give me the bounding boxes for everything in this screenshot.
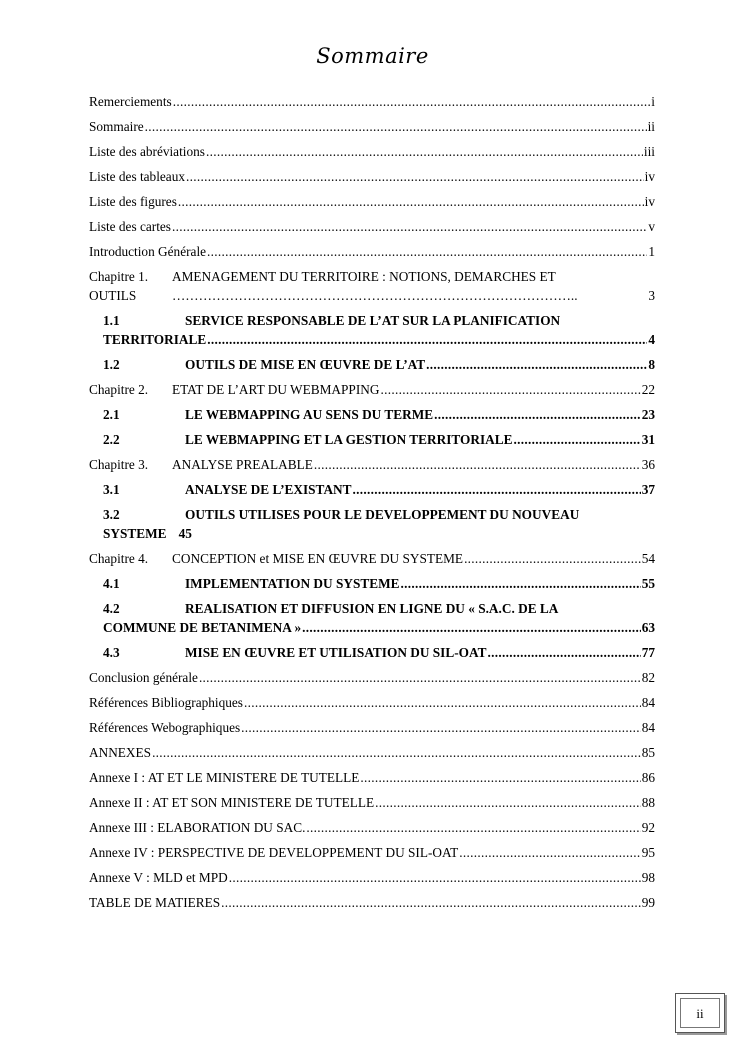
toc-entry-page: 45 xyxy=(178,526,192,541)
toc-entry-page: 36 xyxy=(641,457,655,472)
toc-entry-page: i xyxy=(651,94,655,109)
chapter-title: ANALYSE PREALABLE xyxy=(172,457,313,472)
chapter-title: AMENAGEMENT DU TERRITOIRE : NOTIONS, DEMARCHES ET xyxy=(172,269,556,284)
dot-leader xyxy=(513,430,640,449)
section-number: 2.2 xyxy=(103,432,120,447)
dot-leader xyxy=(221,893,641,912)
section-number: 4.3 xyxy=(103,645,120,660)
toc-entry-page: iii xyxy=(643,144,655,159)
toc-entry-page: 92 xyxy=(641,820,655,835)
toc-entry[interactable] xyxy=(89,818,655,837)
toc-chapter[interactable] xyxy=(89,549,655,568)
chapter-number: Chapitre 3. xyxy=(89,457,149,472)
toc-entry-label: Annexe II : AT ET SON MINISTERE DE TUTELLE xyxy=(89,795,375,810)
toc-section[interactable] xyxy=(103,480,655,499)
dot-leader xyxy=(360,768,640,787)
toc-entry-page: 37 xyxy=(641,482,655,497)
toc-chapter[interactable] xyxy=(89,455,655,474)
toc-entry-page: 23 xyxy=(641,407,655,422)
section-number: 1.1 xyxy=(103,313,120,328)
toc-entry[interactable] xyxy=(89,217,655,236)
toc-section[interactable] xyxy=(103,505,655,543)
toc-section[interactable] xyxy=(103,355,655,374)
dot-leader xyxy=(459,843,640,862)
toc-entry-page: 8 xyxy=(648,357,655,372)
section-number: 3.1 xyxy=(103,482,120,497)
toc-entry-page: iv xyxy=(644,169,655,184)
toc-entry-page: 4 xyxy=(648,332,655,347)
toc-entry-page: 63 xyxy=(641,620,655,635)
toc-entry-page: iv xyxy=(644,194,655,209)
toc-entry[interactable] xyxy=(89,92,655,111)
section-title: LE WEBMAPPING AU SENS DU TERME xyxy=(185,407,434,422)
toc-section[interactable] xyxy=(103,405,655,424)
section-title: SERVICE RESPONSABLE DE L’AT SUR LA PLANIFICATION xyxy=(185,313,561,328)
dot-leader xyxy=(173,92,651,111)
dot-leader xyxy=(375,793,641,812)
dot-leader xyxy=(426,355,647,374)
dot-leader xyxy=(314,455,641,474)
section-title: OUTILS UTILISES POUR LE DEVELOPPEMENT DU NOUVEAU xyxy=(185,507,580,522)
toc-entry-page: 99 xyxy=(641,895,655,910)
toc-section[interactable] xyxy=(103,599,655,637)
toc-entry-page: v xyxy=(648,219,655,234)
toc-chapter[interactable] xyxy=(89,267,655,305)
toc-entry[interactable] xyxy=(89,793,655,812)
toc-entry-label: Références Webographiques xyxy=(89,720,241,735)
dot-leader xyxy=(353,480,641,499)
toc-entry-page: 82 xyxy=(641,670,655,685)
toc-entry-page: 86 xyxy=(641,770,655,785)
dot-leader xyxy=(380,380,640,399)
toc-entry-label: Conclusion générale xyxy=(89,670,198,685)
dot-leader xyxy=(302,618,641,637)
toc-entry-label: Annexe III : ELABORATION DU SAC. xyxy=(89,820,306,835)
toc-entry-label: Références Bibliographiques xyxy=(89,695,243,710)
dot-leader xyxy=(186,167,644,186)
toc-entry-page: 1 xyxy=(648,244,655,259)
toc-entry-page: ii xyxy=(647,119,655,134)
section-title: ANALYSE DE L’EXISTANT xyxy=(185,482,352,497)
toc-entry-label: Liste des cartes xyxy=(89,219,171,234)
toc-entry[interactable] xyxy=(89,167,655,186)
toc-entry[interactable] xyxy=(89,668,655,687)
toc-entry-page: 85 xyxy=(641,745,655,760)
toc-entry-label: Introduction Générale xyxy=(89,244,207,259)
toc-entry[interactable] xyxy=(89,693,655,712)
toc-entry-label: Liste des figures xyxy=(89,194,177,209)
toc-section[interactable] xyxy=(103,311,655,349)
toc-entry-page: 84 xyxy=(641,720,655,735)
toc-entry-label: Annexe I : AT ET LE MINISTERE DE TUTELLE xyxy=(89,770,360,785)
toc-entry[interactable] xyxy=(89,893,655,912)
dot-leader xyxy=(306,818,640,837)
toc-entry[interactable] xyxy=(89,117,655,136)
toc-entry[interactable] xyxy=(89,868,655,887)
section-title: LE WEBMAPPING ET LA GESTION TERRITORIALE xyxy=(185,432,513,447)
section-number: 2.1 xyxy=(103,407,120,422)
toc-entry-page: 22 xyxy=(641,382,655,397)
toc-entry[interactable] xyxy=(89,843,655,862)
toc-entry[interactable] xyxy=(89,242,655,261)
chapter-number: Chapitre 1. xyxy=(89,269,149,284)
section-title: REALISATION ET DIFFUSION EN LIGNE DU « S.A.C. DE LA xyxy=(185,601,559,616)
toc-entry[interactable] xyxy=(89,718,655,737)
dot-leader xyxy=(152,743,641,762)
toc-entry-page: 31 xyxy=(641,432,655,447)
section-title-cont: COMMUNE DE BETANIMENA » xyxy=(103,620,302,635)
dot-leader: ……………………………………………………………………………….. xyxy=(172,288,578,303)
section-title-cont: SYSTEME xyxy=(103,526,167,541)
toc-entry-label: Annexe IV : PERSPECTIVE DE DEVELOPPEMENT DU SIL-OAT xyxy=(89,845,459,860)
dot-leader xyxy=(207,330,647,349)
toc-entry-label: Liste des abréviations xyxy=(89,144,205,159)
section-title: IMPLEMENTATION DU SYSTEME xyxy=(185,576,400,591)
toc-entry[interactable] xyxy=(89,142,655,161)
toc-entry[interactable] xyxy=(89,743,655,762)
dot-leader xyxy=(464,549,641,568)
section-number: 4.1 xyxy=(103,576,120,591)
toc-entry-page: 98 xyxy=(641,870,655,885)
toc-entry-label: Sommaire xyxy=(89,119,144,134)
dot-leader xyxy=(229,868,641,887)
toc-entry-page: 77 xyxy=(641,645,655,660)
section-number: 1.2 xyxy=(103,357,120,372)
toc-entry-page: 88 xyxy=(641,795,655,810)
page-number-box xyxy=(675,993,725,1033)
dot-leader xyxy=(206,142,643,161)
toc-entry-label: Remerciements xyxy=(89,94,172,109)
dot-leader xyxy=(199,668,641,687)
toc-entry-label: Annexe V : MLD et MPD xyxy=(89,870,228,885)
chapter-number: Chapitre 2. xyxy=(89,382,149,397)
dot-leader xyxy=(434,405,641,424)
section-number: 4.2 xyxy=(103,601,120,616)
toc-section[interactable] xyxy=(103,430,655,449)
toc-entry-label: TABLE DE MATIERES xyxy=(89,895,221,910)
dot-leader xyxy=(172,217,647,236)
toc-entry-page: 3 xyxy=(648,288,655,303)
toc-entry-page: 84 xyxy=(641,695,655,710)
dot-leader xyxy=(244,693,641,712)
section-title: MISE EN ŒUVRE ET UTILISATION DU SIL-OAT xyxy=(185,645,487,660)
page-number: ii xyxy=(680,998,720,1028)
chapter-title: ETAT DE L’ART DU WEBMAPPING xyxy=(172,382,380,397)
dot-leader xyxy=(401,574,641,593)
toc-entry[interactable] xyxy=(89,192,655,211)
page-title: Sommaire xyxy=(316,44,429,68)
section-title-cont: TERRITORIALE xyxy=(103,332,207,347)
toc-entry-label: Liste des tableaux xyxy=(89,169,185,184)
section-number: 3.2 xyxy=(103,507,120,522)
chapter-number: Chapitre 4. xyxy=(89,551,149,566)
dot-leader xyxy=(487,643,640,662)
toc-entry[interactable] xyxy=(89,768,655,787)
section-title: OUTILS DE MISE EN ŒUVRE DE L’AT xyxy=(185,357,426,372)
toc-chapter[interactable] xyxy=(89,380,655,399)
toc-section[interactable] xyxy=(103,574,655,593)
dot-leader xyxy=(241,718,641,737)
toc-entry-page: 95 xyxy=(641,845,655,860)
toc-entry-page: 55 xyxy=(641,576,655,591)
toc-entry-label: ANNEXES xyxy=(89,745,152,760)
chapter-title: CONCEPTION et MISE EN ŒUVRE DU SYSTEME xyxy=(172,551,464,566)
toc-entry-page: 54 xyxy=(641,551,655,566)
dot-leader xyxy=(207,242,647,261)
toc-section[interactable] xyxy=(103,643,655,662)
dot-leader xyxy=(178,192,644,211)
chapter-title-cont: OUTILS xyxy=(89,288,137,303)
dot-leader xyxy=(145,117,647,136)
